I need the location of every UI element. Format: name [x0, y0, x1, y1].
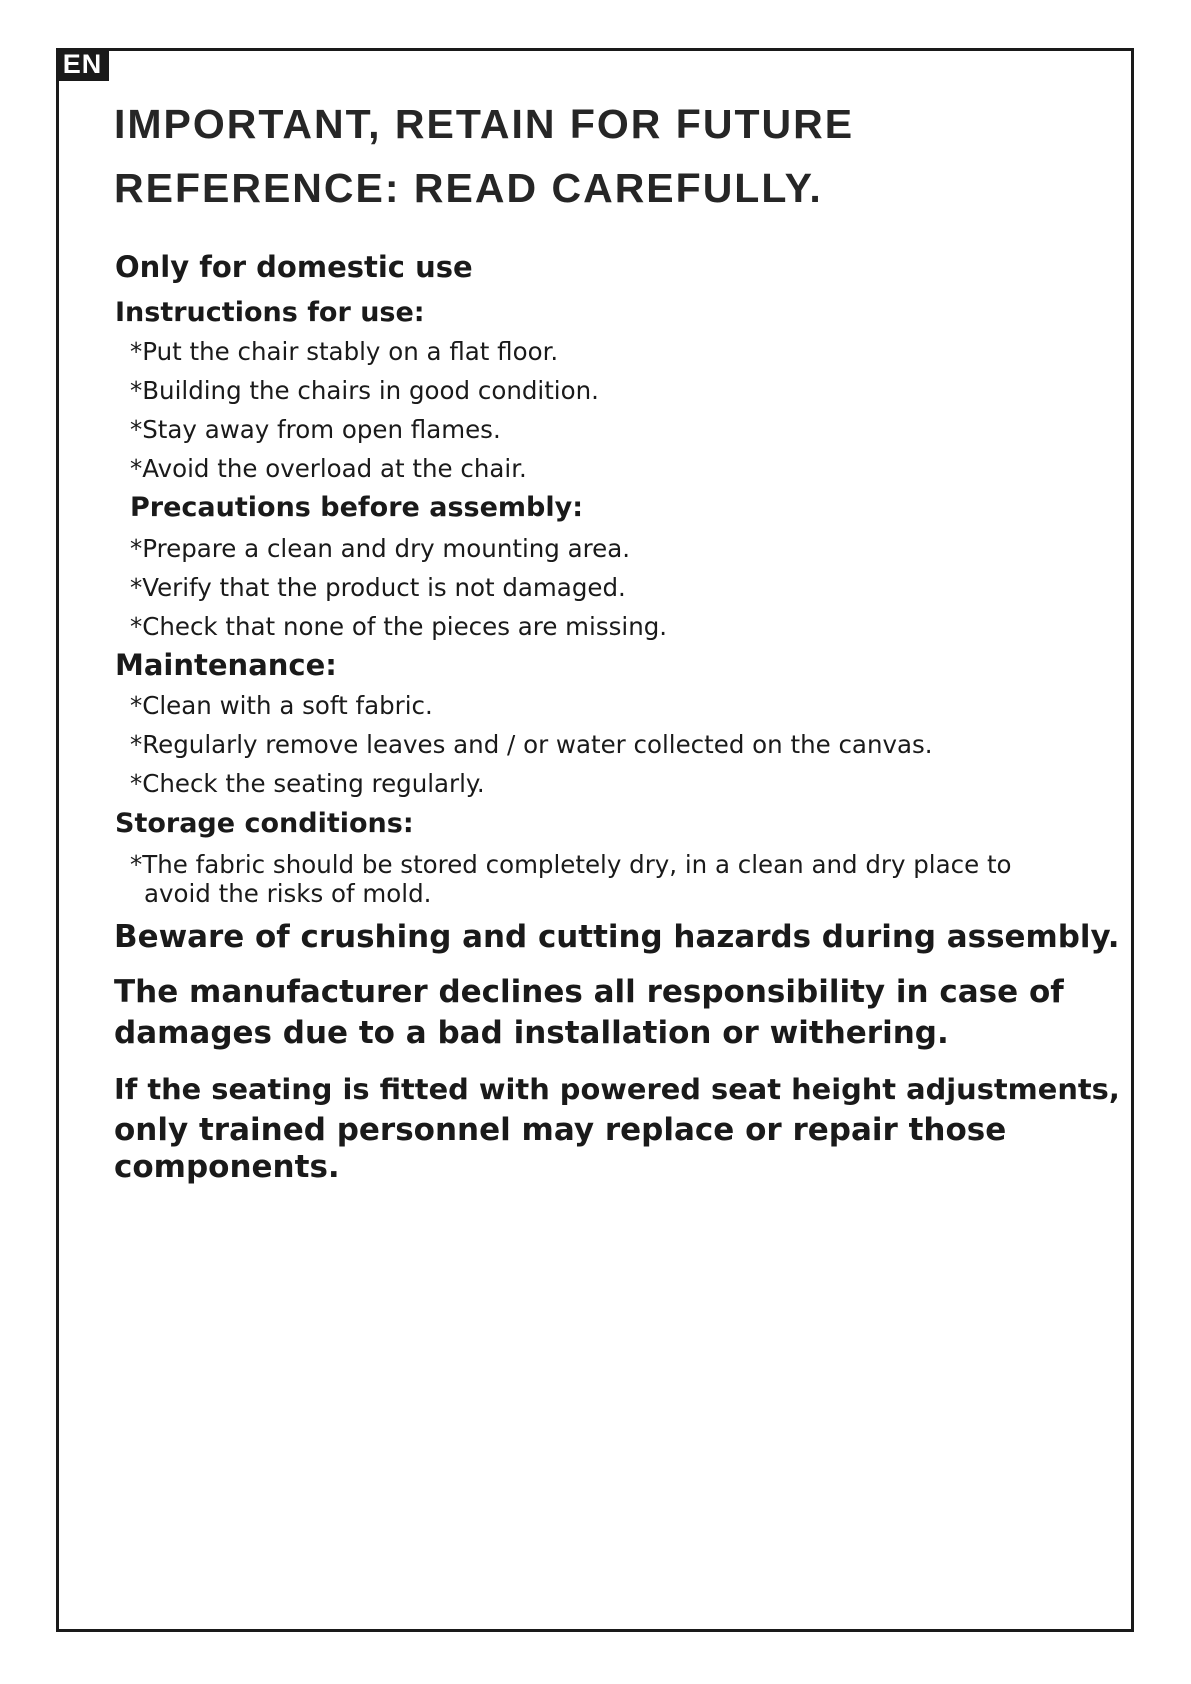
language-tag: EN: [56, 48, 109, 81]
precaution-item: *Prepare a clean and dry mounting area.: [130, 534, 631, 563]
storage-item: *The fabric should be stored completely dry, in a clean and dry place to: [130, 850, 1012, 879]
crushing-hazard-warning: Beware of crushing and cutting hazards during assembly.: [114, 919, 1120, 955]
page-border: [56, 48, 1134, 1632]
instructions-heading: Instructions for use:: [115, 297, 425, 328]
storage-item-continued: avoid the risks of mold.: [144, 879, 432, 908]
powered-adjustment-note-line-2: only trained personnel may replace or repair those: [114, 1112, 1007, 1148]
maintenance-item: *Regularly remove leaves and / or water collected on the canvas.: [130, 730, 933, 759]
page-title-line-2: REFERENCE: READ CAREFULLY.: [114, 165, 823, 211]
page-title: [114, 92, 854, 220]
maintenance-item: *Check the seating regularly.: [130, 769, 485, 798]
manufacturer-disclaimer-line-2: damages due to a bad installation or withering.: [114, 1015, 949, 1051]
storage-heading: Storage conditions:: [115, 808, 414, 839]
precaution-item: *Check that none of the pieces are missing.: [130, 612, 668, 641]
page-title-line-1: IMPORTANT, RETAIN FOR FUTURE: [114, 101, 855, 147]
maintenance-heading: Maintenance:: [115, 648, 337, 682]
instruction-item: *Building the chairs in good condition.: [130, 376, 599, 405]
domestic-use-note: Only for domestic use: [115, 250, 473, 284]
precaution-item: *Verify that the product is not damaged.: [130, 573, 626, 602]
powered-adjustment-note-line-1: If the seating is fitted with powered seat height adjustments,: [114, 1072, 1120, 1106]
instruction-item: *Put the chair stably on a flat floor.: [130, 337, 559, 366]
powered-adjustment-note-line-3: components.: [114, 1149, 340, 1185]
precautions-heading: Precautions before assembly:: [130, 492, 584, 523]
maintenance-item: *Clean with a soft fabric.: [130, 691, 433, 720]
instruction-item: *Avoid the overload at the chair.: [130, 454, 527, 483]
manufacturer-disclaimer-line-1: The manufacturer declines all responsibility in case of: [114, 974, 1064, 1010]
instruction-item: *Stay away from open flames.: [130, 415, 501, 444]
